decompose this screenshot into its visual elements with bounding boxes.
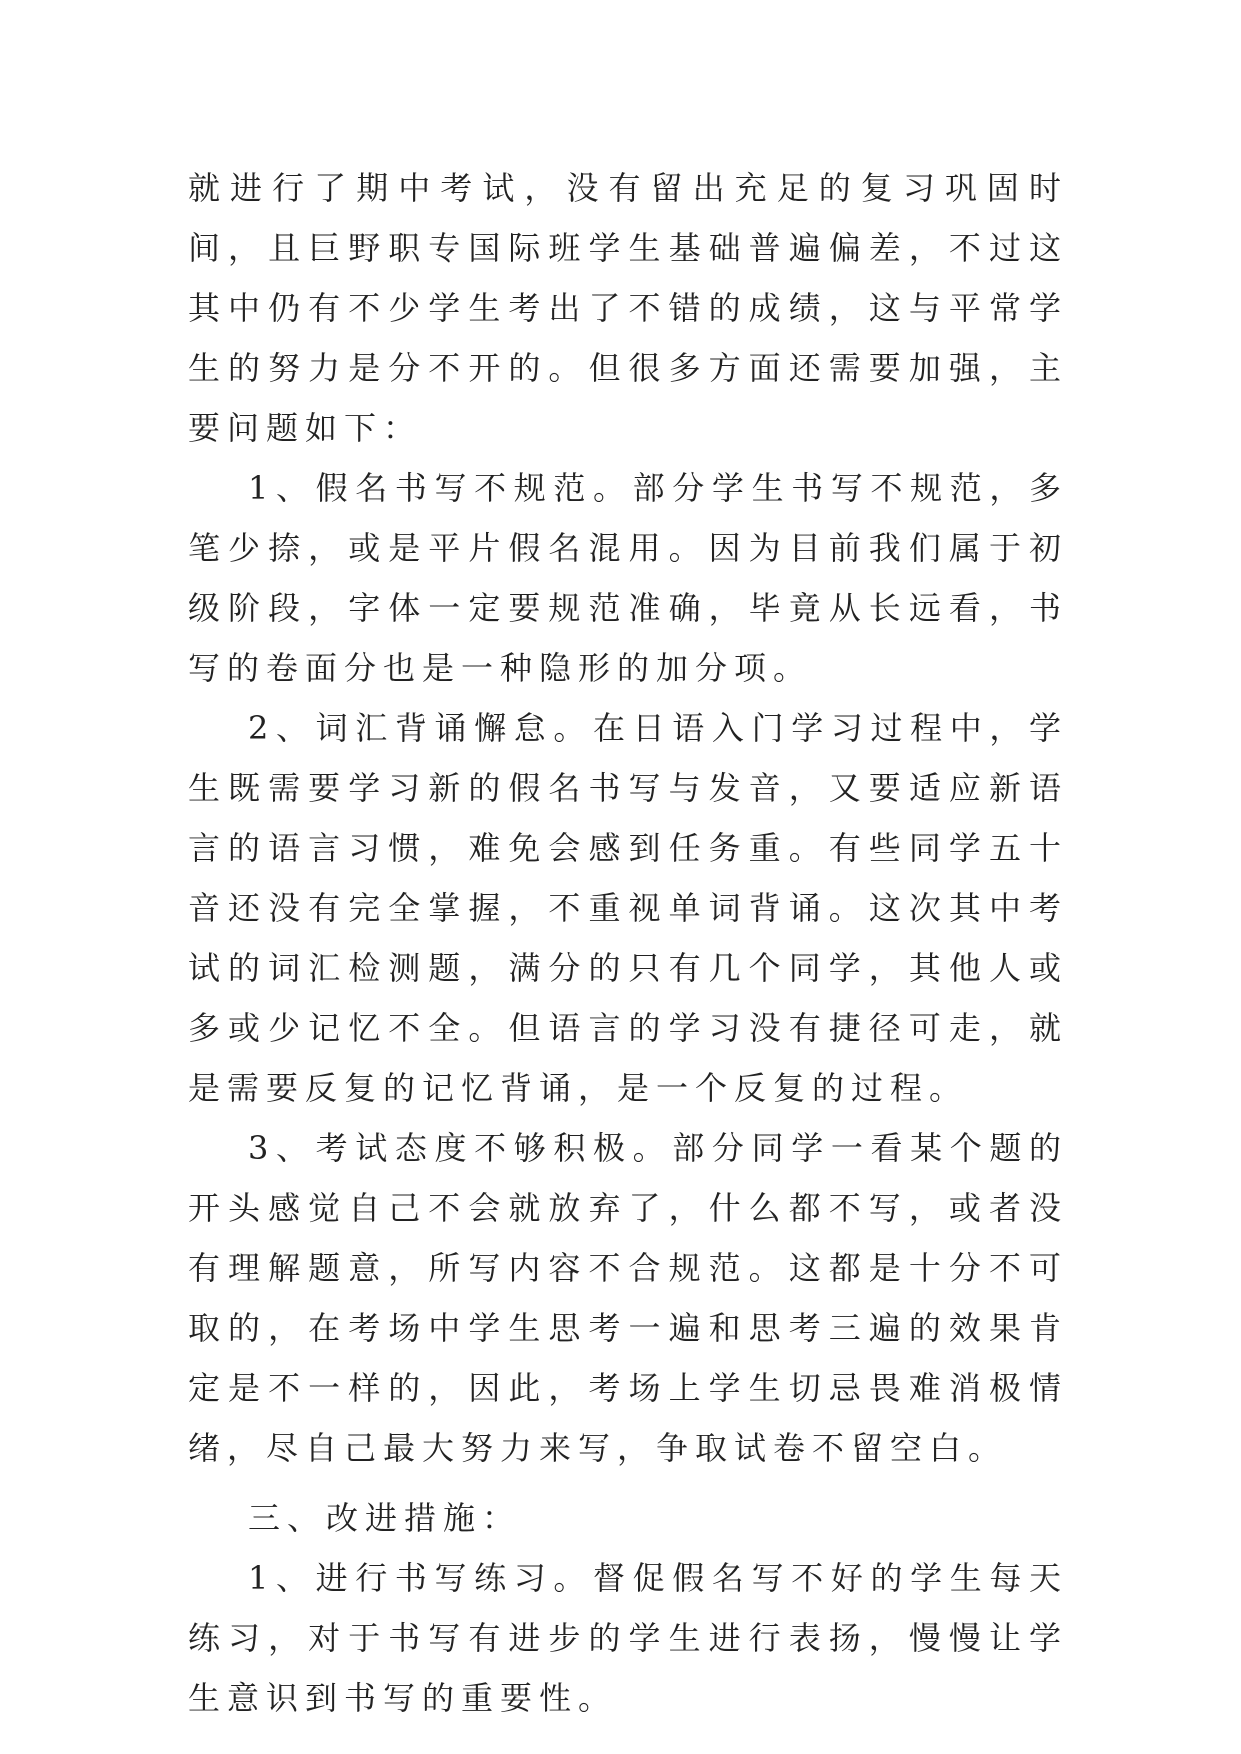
paragraph-issue-vocabulary: 2、词汇背诵懈怠。在日语入门学习过程中，学生既需要学习新的假名书写与发音，又要适应新语言的语言习惯，难免会感到任务重。有些同学五十音还没有完全掌握，不重视单词背诵。这次其中考试的词汇检测题，满分的只有几个同学，其他人或多或少记忆不全。但语言的学习没有捷径可走，就是需要反复的记忆背诵，是一个反复的过程。 bbox=[188, 709, 1068, 1107]
paragraph-issue-kana-writing: 1、假名书写不规范。部分学生书写不规范，多笔少捺，或是平片假名混用。因为目前我们属于初级阶段，字体一定要规范准确，毕竟从长远看，书写的卷面分也是一种隐形的加分项。 bbox=[188, 469, 1068, 687]
section-heading-improvements: 三、改进措施： bbox=[248, 1499, 522, 1537]
paragraph-intro: 就进行了期中考试，没有留出充足的复习巩固时间，且巨野职专国际班学生基础普遍偏差，不过这其中仍有不少学生考出了不错的成绩，这与平常学生的努力是分不开的。但很多方面还需要加强，主要问题如下： bbox=[188, 169, 1068, 447]
paragraph-issue-exam-attitude: 3、考试态度不够积极。部分同学一看某个题的开头感觉自己不会就放弃了，什么都不写，或者没有理解题意，所写内容不合规范。这都是十分不可取的，在考场中学生思考一遍和思考三遍的效果肯定是不一样的，因此，考场上学生切忌畏难消极情绪，尽自己最大努力来写，争取试卷不留空白。 bbox=[188, 1129, 1068, 1467]
document-body bbox=[188, 158, 1068, 1728]
paragraph-improvement-writing-practice: 1、进行书写练习。督促假名写不好的学生每天练习，对于书写有进步的学生进行表扬，慢慢让学生意识到书写的重要性。 bbox=[188, 1559, 1068, 1717]
